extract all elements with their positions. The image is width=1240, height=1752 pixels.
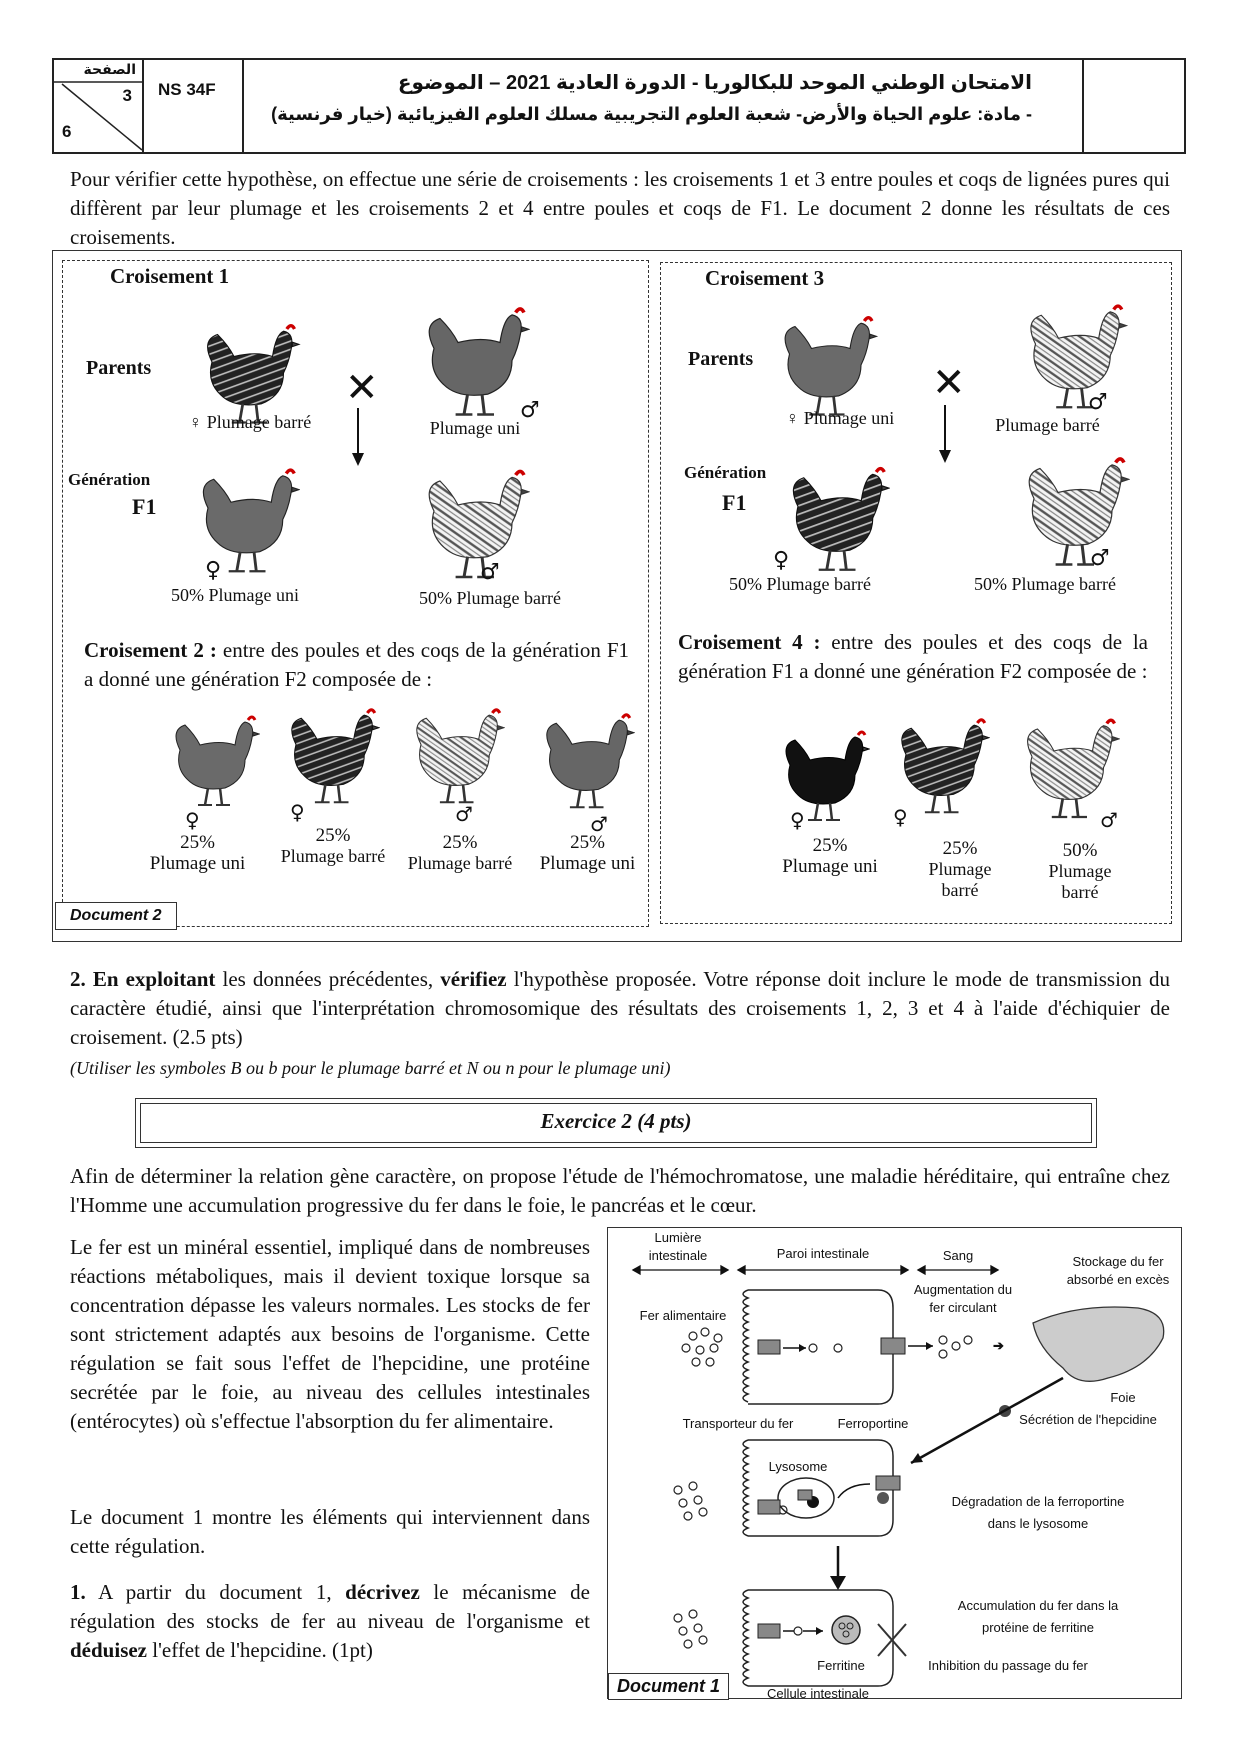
cross1-parent-female-label: ♀ Plumage barré: [188, 412, 312, 432]
f2-result-1: [135, 832, 260, 874]
lumiere-label-2: intestinale: [648, 1248, 708, 1263]
male-symbol-icon: ♂: [1100, 808, 1118, 832]
exercise-2-title: Exercice 2 (4 pts): [540, 1109, 692, 1133]
ferritin-icon: [832, 1616, 860, 1644]
q1-num: 1.: [70, 1580, 86, 1604]
cross-4-title: Croisement 4 :: [678, 630, 821, 654]
liver-icon: [1033, 1307, 1164, 1381]
document-1-tag: Document 1: [608, 1673, 729, 1700]
exercise-2-intro: Afin de déterminer la relation gène caractère, on propose l'étude de l'hémochromatose, une maladie héréditaire, qui entraîne chez l'Homme une accumulation progressive du fer dans le foie, le pancréas et le cœur.: [70, 1164, 1170, 1217]
exercise-2-box: [135, 1098, 1097, 1148]
accumulation-label-1: Accumulation du fer dans la: [957, 1598, 1119, 1613]
question-2-lead: En exploitant: [92, 967, 216, 991]
generation-label-3: Génération: [684, 463, 767, 482]
transporteur-label: Transporteur du fer: [682, 1416, 794, 1431]
cross-3-title: Croisement 3: [705, 266, 825, 290]
hen-barred-male-f1: [1010, 448, 1130, 578]
lysosome-label: Lysosome: [768, 1459, 828, 1474]
result-pct: 25%: [180, 832, 215, 853]
result-pct: 25%: [570, 832, 605, 853]
result-pct: 25%: [812, 835, 848, 856]
arrow-down-icon: [935, 405, 955, 465]
female-symbol-icon: ♀: [790, 808, 805, 832]
degradation-label-1: Dégradation de la ferroportine: [951, 1494, 1125, 1509]
f1-label-3: F1: [722, 490, 747, 515]
cellule-label: Cellule intestinale: [767, 1686, 869, 1698]
exercise-2-para1: Le fer est un minéral essentiel, impliqué dans de nombreuses réactions métaboliques, mais il devient toxique lorsque sa concentration dépasse les valeurs normales. Les stocks de fer sont strictement adaptés aux besoins de l'organisme. Cette régulation se fait sous l'effet de l'hepcidine, une protéine secrétée par le foie, au niveau des cellules intestinales (entérocytes) où s'effectue l'absorption du fer alimentaire.: [70, 1235, 590, 1433]
document-1: [607, 1227, 1182, 1699]
cross-4-description: entre des poules et des coqs de la génération F1 a donné une génération F2 composée de :: [678, 630, 1148, 683]
arrow-down-icon: [348, 408, 368, 468]
f2-result-4: [525, 832, 650, 874]
fer-alimentaire-label: Fer alimentaire: [639, 1308, 727, 1323]
page-label: الصفحة: [83, 61, 136, 77]
male-symbol-icon: ♂: [455, 802, 473, 826]
result-label: Plumage barré: [407, 853, 513, 873]
result-label: Plumage uni: [539, 853, 636, 874]
hen-plain-male: [410, 298, 530, 428]
female-symbol-icon: ♀: [773, 548, 790, 573]
result-label: Plumage uni: [149, 853, 246, 874]
q1-a: A partir du document 1,: [85, 1580, 346, 1604]
q1-verb2: déduisez: [70, 1638, 148, 1662]
lumiere-label-1: Lumière: [654, 1230, 702, 1245]
q1-b: le mécanisme de régulation des stocks de fer au niveau de l'organisme et: [70, 1580, 590, 1633]
male-symbol-icon: ♂: [520, 398, 540, 423]
hen-barred-male-f1: [410, 458, 530, 593]
generation-label: Génération: [68, 470, 151, 489]
f2-hen-4: [530, 705, 635, 820]
cross1-f1-male-label: 50% Plumage barré: [419, 588, 561, 608]
f2-result-3: [405, 832, 515, 874]
question-2: [70, 965, 1170, 1052]
f2-result-2: [278, 825, 388, 867]
intro-paragraph: Pour vérifier cette hypothèse, on effectue une série de croisements : les croisements 1 et 3 entre poules et coqs de lignées pures qui diffèrent par leur plumage et les croisements 2 et 4 entre poules et coqs de F1. Le document 2 donne les résultats de ces croisements.: [70, 167, 1170, 249]
page-num: 3: [122, 86, 132, 105]
hen-plain-female-f1: [185, 462, 300, 582]
result-label: Plumage barré: [280, 846, 386, 866]
augmentation-label-1: Augmentation du: [913, 1282, 1013, 1297]
f2-hen-2: [275, 700, 380, 815]
female-symbol-icon: ♀: [893, 805, 908, 829]
f2-result-4-2: [910, 838, 1010, 901]
result-label: Plumage barré: [1048, 861, 1112, 902]
female-symbol-icon: ♀: [205, 558, 222, 583]
hen-barred-female-f1: [775, 458, 890, 583]
paroi-label: Paroi intestinale: [776, 1246, 870, 1261]
female-symbol-icon: ♀: [290, 800, 305, 824]
f2-result-4-3: [1030, 840, 1130, 903]
cross-2-text: [84, 636, 629, 694]
cross1-parent-male-label: Plumage uni: [429, 418, 521, 438]
foie-label: Foie: [1110, 1390, 1136, 1405]
question-2-num: 2.: [70, 967, 86, 991]
exercise-2-question-1: [70, 1578, 590, 1665]
document-2-tag: Document 2: [55, 902, 177, 930]
stockage-label-2: absorbé en excès: [1066, 1272, 1170, 1287]
cross-2-description: entre des poules et des coqs de la génération F1 a donné une génération F2 composée de :: [84, 638, 629, 691]
ferritine-label: Ferritine: [817, 1658, 865, 1673]
cross-symbol-icon: ✕: [345, 365, 379, 411]
exercise-2-para2: Le document 1 montre les éléments qui interviennent dans cette régulation.: [70, 1505, 590, 1558]
parents-label: Parents: [86, 357, 152, 379]
code-cell: [144, 60, 244, 152]
result-pct: 25%: [442, 832, 478, 853]
inhibition-cross-icon: [878, 1624, 906, 1656]
f2-hen-3: [400, 700, 505, 815]
cross3-parent-female-label: ♀ Plumage uni: [785, 408, 895, 428]
cross1-f1-female-label: 50% Plumage uni: [171, 585, 299, 605]
arrow-right-icon: ➔: [993, 1338, 1004, 1353]
parents-label-3: Parents: [688, 348, 754, 370]
result-label: Plumage uni: [782, 856, 878, 877]
title-cell: [244, 60, 1084, 152]
cross3-f1-male-label: 50% Plumage barré: [974, 574, 1116, 594]
question-2-verb: vérifiez: [440, 967, 507, 991]
cross-1-title: Croisement 1: [110, 264, 230, 288]
f2-hen-1: [160, 710, 260, 815]
cross3-parent-male-label: Plumage barré: [995, 415, 1100, 435]
intestinal-cell-middle: [743, 1440, 893, 1536]
page-number-cell: [54, 60, 144, 152]
q1-verb1: décrivez: [345, 1580, 420, 1604]
degradation-label-2: dans le lysosome: [987, 1516, 1089, 1531]
cross3-f1-female-label: 50% Plumage barré: [729, 574, 871, 594]
male-symbol-icon: ♂: [480, 560, 500, 585]
exam-code: NS 34F: [158, 80, 216, 99]
stockage-label-1: Stockage du fer: [1072, 1254, 1164, 1269]
result-label: Plumage barré: [928, 859, 992, 900]
f2-result-4-1: [765, 835, 895, 877]
f1-label: F1: [132, 494, 157, 519]
result-pct: 50%: [1062, 840, 1098, 861]
result-pct: 25%: [942, 838, 978, 859]
augmentation-label-2: fer circulant: [929, 1300, 997, 1315]
ferroportine-label: Ferroportine: [837, 1416, 909, 1431]
sang-label: Sang: [942, 1248, 974, 1263]
header-line2: - مادة: علوم الحياة والأرض- شعبة العلوم التجريبية مسلك العلوم الفيزيائية (خيار فرنسية): [271, 104, 1032, 124]
header-line1: الامتحان الوطني الموحد للبكالوريا - الدورة العادية 2021 – الموضوع: [397, 72, 1032, 94]
question-2-note: (Utiliser les symboles B ou b pour le plumage barré et N ou n pour le plumage uni): [70, 1058, 671, 1078]
female-symbol-icon: ♀: [185, 808, 200, 832]
cross-4-text: [678, 628, 1148, 686]
question-2-text-b: l'hypothèse proposée. Votre réponse doit inclure le mode de transmission du caractère étudié, ainsi que l'interprétation chromosomique des résultats des croisements 1, 2, 3 et 4 à l'aide d'échiquier de croisement. (2.5 pts): [70, 967, 1170, 1049]
cross-symbol-icon: ✕: [932, 360, 966, 406]
page-total: 6: [62, 122, 72, 141]
male-symbol-icon: ♂: [1090, 546, 1110, 571]
result-pct: 25%: [315, 825, 351, 846]
accumulation-label-2: protéine de ferritine: [981, 1620, 1095, 1635]
male-symbol-icon: ♂: [590, 812, 608, 836]
f2-hen-black: [770, 725, 870, 830]
hen-barred-male: [1010, 298, 1130, 418]
exam-header: [52, 58, 1186, 154]
cross-2-title: Croisement 2 :: [84, 638, 217, 662]
question-2-text-a: les données précédentes,: [215, 967, 441, 991]
q1-c: l'effet de l'hepcidine. (1pt): [147, 1638, 373, 1662]
inhibition-label: Inhibition du passage du fer: [928, 1658, 1088, 1673]
male-symbol-icon: ♂: [1088, 390, 1108, 415]
secretion-label: Sécrétion de l'hepcidine: [1019, 1412, 1157, 1427]
